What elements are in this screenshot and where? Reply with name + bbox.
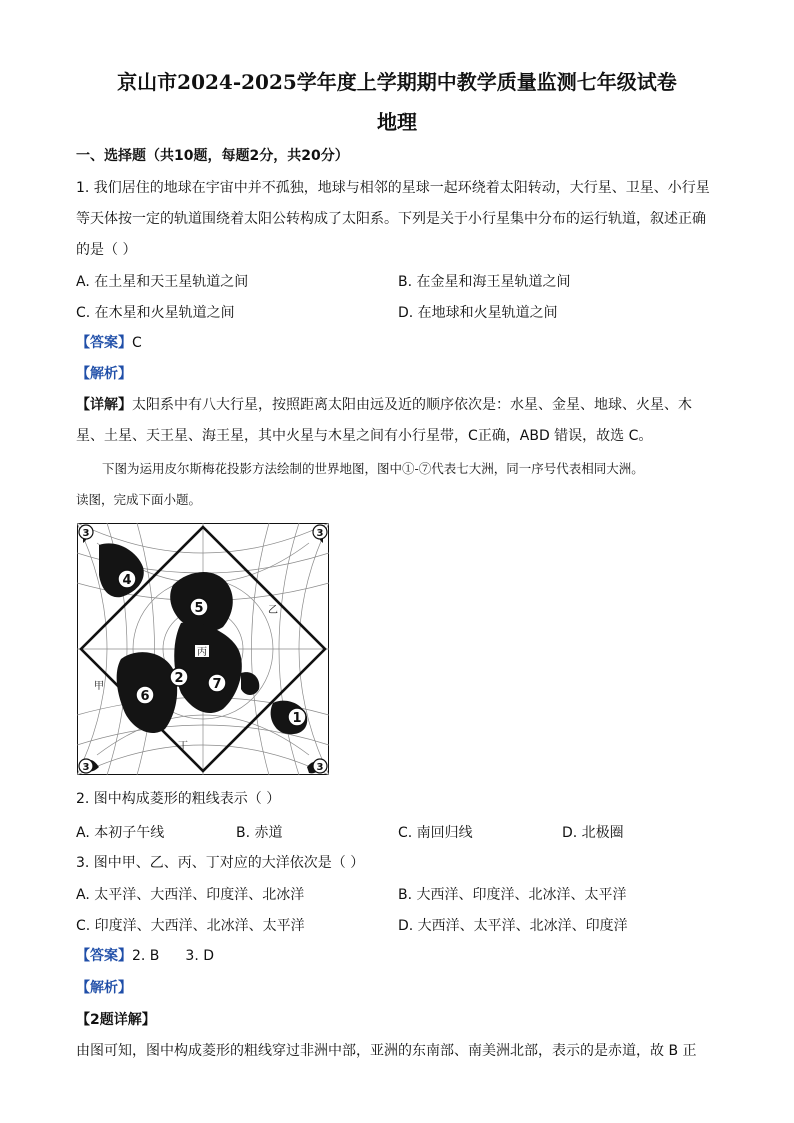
answer-q2: 2. B [132, 948, 160, 964]
q1-stem-line2: 等天体按一定的轨道围绕着太阳公转构成了太阳系。下列是关于小行星集中分布的运行轨道，叙述正确 [76, 211, 706, 227]
marker-2: 2 [174, 671, 184, 686]
marker-3-top-left: 3 [82, 528, 90, 539]
marker-7: 7 [212, 677, 222, 692]
answers-label: 【答案】 [76, 948, 132, 964]
q2-option-d: D. 北极圈 [562, 825, 624, 841]
marker-4: 4 [122, 573, 132, 588]
q2-detail-line: 由图可知，图中构成菱形的粗线穿过非洲中部，亚洲的东南部、南美洲北部，表示的是赤道，故 B 正 [76, 1043, 697, 1059]
detail-text: 太阳系中有八大行星，按照距离太阳由远及近的顺序依次是：水星、金星、地球、火星、木 [132, 397, 692, 413]
q3-option-a: A. 太平洋、大西洋、印度洋、北冰洋 [76, 887, 305, 903]
ocean-label-yi: 乙 [268, 605, 278, 616]
answers-analysis-label: 【解析】 [76, 980, 132, 996]
marker-3-bottom-left: 3 [82, 762, 90, 773]
q2-option-a: A. 本初子午线 [76, 825, 165, 841]
q2-detail-label: 【2题详解】 [76, 1012, 156, 1028]
q3-stem: 3. 图中甲、乙、丙、丁对应的大洋依次是（ ） [76, 855, 365, 871]
marker-5: 5 [194, 601, 204, 616]
answer-q3: 3. D [185, 948, 215, 964]
q3-option-b: B. 大西洋、印度洋、北冰洋、太平洋 [398, 887, 627, 903]
q3-option-c: C. 印度洋、大西洋、北冰洋、太平洋 [76, 918, 305, 934]
q1-stem-line1: 1. 我们居住的地球在宇宙中并不孤独，地球与相邻的星球一起环绕着太阳转动，大行星、卫星、小行星 [76, 180, 710, 196]
q1-option-d: D. 在地球和火星轨道之间 [398, 305, 558, 321]
ocean-label-jia: 甲 [94, 681, 104, 692]
answer-label: 【答案】 [76, 335, 132, 351]
marker-3-bottom-right: 3 [316, 762, 324, 773]
q1-detail-line1 [76, 395, 692, 415]
answer-value: C [132, 335, 142, 351]
q1-answer [76, 333, 142, 353]
marker-1: 1 [292, 711, 302, 726]
q3-option-d: D. 大西洋、太平洋、北冰洋、印度洋 [398, 918, 628, 934]
marker-6: 6 [140, 689, 150, 704]
exam-title: 京山市2024-2025学年度上学期期中教学质量监测七年级试卷 [117, 70, 677, 94]
marker-3-top-right: 3 [316, 528, 324, 539]
q1-detail-line2: 星、土星、天王星、海王星，其中火星与木星之间有小行星带，C正确，ABD 错误，故选 C。 [76, 428, 653, 444]
ocean-label-bing: 丙 [197, 647, 207, 658]
q2-option-c: C. 南回归线 [398, 825, 473, 841]
section-heading: 一、选择题（共10题，每题2分，共20分） [76, 148, 349, 164]
ocean-label-ding: 丁 [178, 741, 188, 752]
passage-line1: 下图为运用皮尔斯梅花投影方法绘制的世界地图，图中①-⑦代表七大洲，同一序号代表相同大洲。 [102, 461, 644, 476]
answers-2-3 [76, 946, 214, 966]
q1-analysis-label: 【解析】 [76, 366, 132, 382]
q1-stem-line3: 的是（ ） [76, 242, 137, 258]
q2-stem: 2. 图中构成菱形的粗线表示（ ） [76, 791, 281, 807]
subject-title: 地理 [377, 110, 417, 134]
world-map-figure [77, 523, 329, 775]
q1-option-a: A. 在土星和天王星轨道之间 [76, 274, 249, 290]
q2-option-b: B. 赤道 [236, 825, 283, 841]
q1-option-c: C. 在木星和火星轨道之间 [76, 305, 235, 321]
q1-option-b: B. 在金星和海王星轨道之间 [398, 274, 571, 290]
passage-line2: 读图，完成下面小题。 [76, 492, 202, 507]
detail-label: 【详解】 [76, 397, 132, 413]
